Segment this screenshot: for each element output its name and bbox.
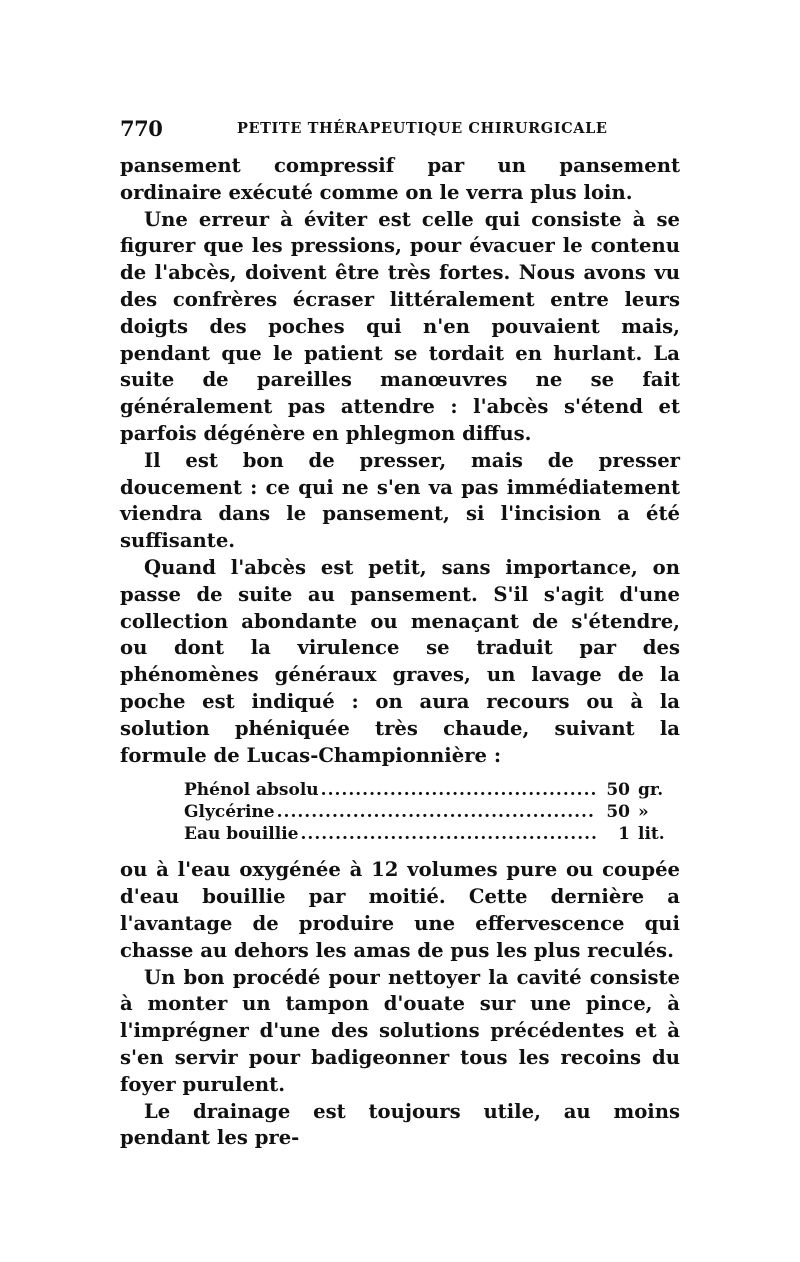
paragraph-continuation: pansement compressif par un pansement ordinaire exécuté comme on le verra plus loin. (120, 154, 680, 204)
formula-ingredient: Phénol absolu (184, 780, 319, 801)
formula-row (184, 779, 676, 801)
running-title: PETITE THÉRAPEUTIQUE CHIRURGICALE (237, 120, 608, 137)
formula-list (184, 779, 676, 845)
formula-unit: » (638, 802, 649, 823)
paragraph-gentle-pressing: Il est bon de presser, mais de presser doucement : ce qui ne s'en va pas immédiatement viendra dans le pansement, si l'incision a été suffisante. (120, 448, 680, 553)
formula-ingredient: Glycérine (184, 802, 275, 823)
paragraph-pressure-warning: Une erreur à éviter est celle qui consiste à se figurer que les pressions, pour évacuer le contenu de l'abcès, doivent être très fortes. Nous avons vu des confrères écraser littéralement entre leurs doigts des poches qui n'en pouvaient mais, pendant que le patient se tordait en hurlant. La suite de pareilles manœuvres ne se fait généralement pas attendre : l'abcès s'étend et parfois dégénère en phlegmon diffus. (120, 207, 680, 445)
page-number: 770 (120, 116, 163, 141)
formula-row (184, 823, 676, 845)
paragraph-oxygenated-water: ou à l'eau oxygénée à 12 volumes pure ou coupée d'eau bouillie par moitié. Cette dernière a l'avantage de produire une effervescence qui chasse au dehors les amas de pus les plus reculés. (120, 858, 680, 962)
page-header (120, 116, 680, 140)
formula-unit: gr. (638, 780, 664, 801)
formula-ingredient: Eau bouillie (184, 824, 299, 845)
formula-quantity: 50 (606, 802, 630, 823)
formula-unit: lit. (638, 824, 665, 845)
formula-quantity: 50 (606, 780, 630, 801)
leader-dots (275, 801, 596, 823)
body-text (120, 153, 680, 1152)
leader-dots (319, 779, 596, 801)
paragraph-drainage: Le drainage est toujours utile, au moins pendant les pre- (120, 1099, 680, 1150)
formula-row (184, 801, 676, 823)
formula-quantity: 1 (618, 824, 630, 845)
paragraph-washing: Quand l'abcès est petit, sans importance, on passe de suite au pansement. S'il s'agit d'une collection abondante ou menaçant de s'étendre, ou dont la virulence se traduit par des phénomènes généraux graves, un lavage de la poche est indiqué : on aura recours ou à la solution phéniquée très chaude, suivant la formule de Lucas-Championnière : (120, 555, 680, 767)
leader-dots (298, 823, 596, 845)
paragraph-cleaning-procedure: Un bon procédé pour nettoyer la cavité consiste à monter un tampon d'ouate sur une pince, à l'imprégner d'une des solutions précédentes et à s'en servir pour badigeonner tous les recoins du foyer purulent. (120, 965, 680, 1096)
